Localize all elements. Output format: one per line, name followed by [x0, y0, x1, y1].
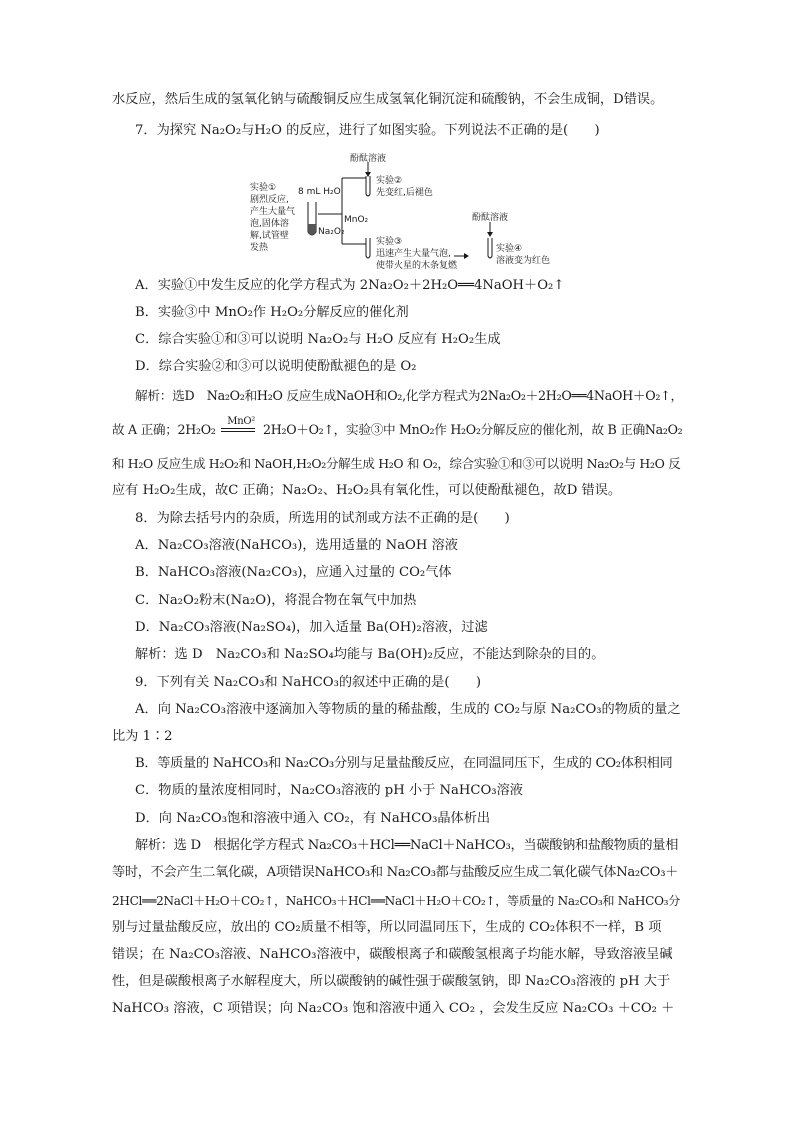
exp3-title: 实验③: [376, 237, 403, 247]
question-8: 8．为除去括号内的杂质，所选用的试剂或方法不正确的是( ): [135, 511, 510, 526]
q7-explanation-2b: 2H₂O＋O₂↑，实验③中 MnO₂作 H₂O₂分解反应的催化剂，故 B 正确Na₂O₂: [263, 422, 683, 437]
q7-option-a: A．实验①中发生反应的化学方程式为 2Na₂O₂＋2H₂O══4NaOH＋O₂↑: [135, 278, 565, 293]
question-9: 9．下列有关 Na₂CO₃和 NaHCO₃的叙述中正确的是( ): [135, 675, 482, 690]
arrowhead-to-exp4: [464, 253, 469, 259]
q7-explanation-2a: 故 A 正确；2H₂O₂: [112, 422, 216, 437]
q9-option-a-1: A．向 Na₂CO₃溶液中逐滴加入等物质的量的稀盐酸，生成的 CO₂与原 Na₂CO₃的物质的量之: [135, 702, 681, 717]
drop-arrowhead-4: [487, 232, 493, 237]
exp3-line1: 迅速产生大量气泡,: [376, 249, 451, 259]
q9-option-c: C．物质的量浓度相同时，Na₂CO₃溶液的 pH 小于 NaHCO₃溶液: [135, 783, 523, 798]
q9-option-a-2: 比为 1∶2: [112, 729, 173, 744]
exp4-desc: 溶液变为红色: [496, 256, 550, 266]
exp2-title: 实验②: [376, 176, 403, 186]
phenol-label-top: 酚酞溶液: [350, 154, 387, 164]
q8-option-d: D．Na₂CO₃溶液(Na₂SO₄)，加入适量 Ba(OH)₂溶液，过滤: [135, 620, 488, 635]
q7-explanation-4: 应有 H₂O₂生成，故C 正确；Na₂O₂、H₂O₂具有氧化性，可以使酚酞褪色，故D 错误。: [112, 483, 622, 498]
na2o2-label: Na₂O₂: [318, 227, 345, 237]
q9-explanation-4: 别与过量盐酸反应，放出的 CO₂质量不相等，所以同温同压下，生成的 CO₂体积不一样，B 项: [112, 920, 662, 935]
exp2-desc: 先变红,后褪色: [376, 188, 433, 198]
q7-explanation-3: 和 H₂O 反应生成 H₂O₂和 NaOH,H₂O₂分解生成 H₂O 和 O₂，综合实验①和③可以说明 Na₂O₂与 H₂O 反: [112, 456, 681, 471]
q8-option-c: C．Na₂O₂粉末(Na₂O)，将混合物在氧气中加热: [135, 593, 417, 608]
q9-explanation-1: 解析：选 D 根据化学方程式 Na₂CO₃＋HCl══NaCl＋NaHCO₃，当碳酸钠和盐酸物质的量相: [135, 838, 679, 853]
exp1-line2: 产生大量气: [250, 207, 296, 217]
branch-arrows: [360, 178, 366, 244]
water-label: 8 mL H₂O: [298, 187, 341, 197]
exp3-line2: 使带火星的木条复燃: [376, 261, 458, 270]
q9-explanation-6: 性，但是碳酸根离子水解程度大，所以碳酸钠的碱性强于碳酸氢钠，即 Na₂CO₃溶液的 pH 大于: [112, 974, 671, 989]
test-tube-2: [366, 176, 370, 196]
mno2-label: MnO₂: [344, 215, 369, 225]
q8-option-a: A．Na₂CO₃溶液(NaHCO₃)，选用适量的 NaOH 溶液: [135, 538, 458, 553]
q7-option-b: B．实验③中 MnO₂作 H₂O₂分解反应的催化剂: [135, 305, 409, 320]
q9-explanation-7: NaHCO₃ 溶液，C 项错误；向 Na₂CO₃ 饱和溶液中通入 CO₂ ，会发生反应 Na₂CO₃ ＋CO₂ ＋: [112, 1001, 675, 1016]
question-7: 7．为探究 Na₂O₂与H₂O 的反应，进行了如图实验。下列说法不正确的是( ): [135, 123, 600, 138]
text-line: 水反应，然后生成的氢氧化钠与硫酸铜反应生成氢氧化铜沉淀和硫酸钠，不会生成铜，D错误。: [112, 92, 664, 107]
q9-explanation-3: 2HCl══2NaCl＋H₂O＋CO₂↑，NaHCO₃＋HCl══NaCl＋H₂O＋CO₂↑，等质量的 Na₂CO₃和 NaHCO₃分: [112, 894, 681, 908]
q7-explanation-2: [112, 416, 683, 440]
q9-explanation-5: 错误；在 Na₂CO₃溶液、NaHCO₃溶液中，碳酸根离子和碳酸氢根离子均能水解，导致溶液呈碱: [112, 947, 673, 962]
test-tube-3: [366, 238, 370, 258]
q7-option-c: C．综合实验①和③可以说明 Na₂O₂与 H₂O 反应有 H₂O₂生成: [135, 332, 501, 347]
exp1-line4: 解,试管壁: [250, 231, 289, 241]
test-tube-4: [488, 238, 492, 258]
exp4-title: 实验④: [496, 244, 523, 254]
q7-explanation-1: 解析：选D Na₂O₂和H₂O 反应生成NaOH和O₂,化学方程式为2Na₂O₂＋2H₂O══4NaOH＋O₂↑，: [135, 388, 683, 403]
catalyst-label: MnO²: [227, 416, 255, 427]
exp1-title: 实验①: [250, 183, 277, 193]
exp1-line1: 剧烈反应,: [250, 195, 289, 205]
exp1-line5: 发热: [250, 243, 269, 253]
q9-option-d: D．向 Na₂CO₃饱和溶液中通入 CO₂，有 NaHCO₃晶体析出: [135, 811, 491, 826]
q7-option-d: D．综合实验②和③可以说明使酚酞褪色的是 O₂: [135, 359, 417, 374]
experiment-diagram: [250, 150, 550, 270]
na2o2-solid: [308, 224, 316, 235]
phenol-label-right: 酚酞溶液: [472, 213, 509, 223]
q8-explanation: 解析：选 D Na₂CO₃和 Na₂SO₄均能与 Ba(OH)₂反应，不能达到除杂的目的。: [135, 647, 605, 662]
catalyst-equals: [219, 416, 259, 440]
q9-explanation-2: 等时，不会产生二氧化碳，A项错误NaHCO₃和 Na₂CO₃都与盐酸反应生成二氧化碳气体Na₂CO₃＋: [112, 865, 679, 880]
exp1-line3: 泡,固体溶: [250, 219, 289, 229]
q9-option-b: B．等质量的 NaHCO₃和 Na₂CO₃分别与足量盐酸反应，在同温同压下，生成的 CO₂体积相同: [135, 756, 673, 771]
q8-option-b: B．NaHCO₃溶液(Na₂CO₃)，应通入过量的 CO₂气体: [135, 565, 452, 580]
